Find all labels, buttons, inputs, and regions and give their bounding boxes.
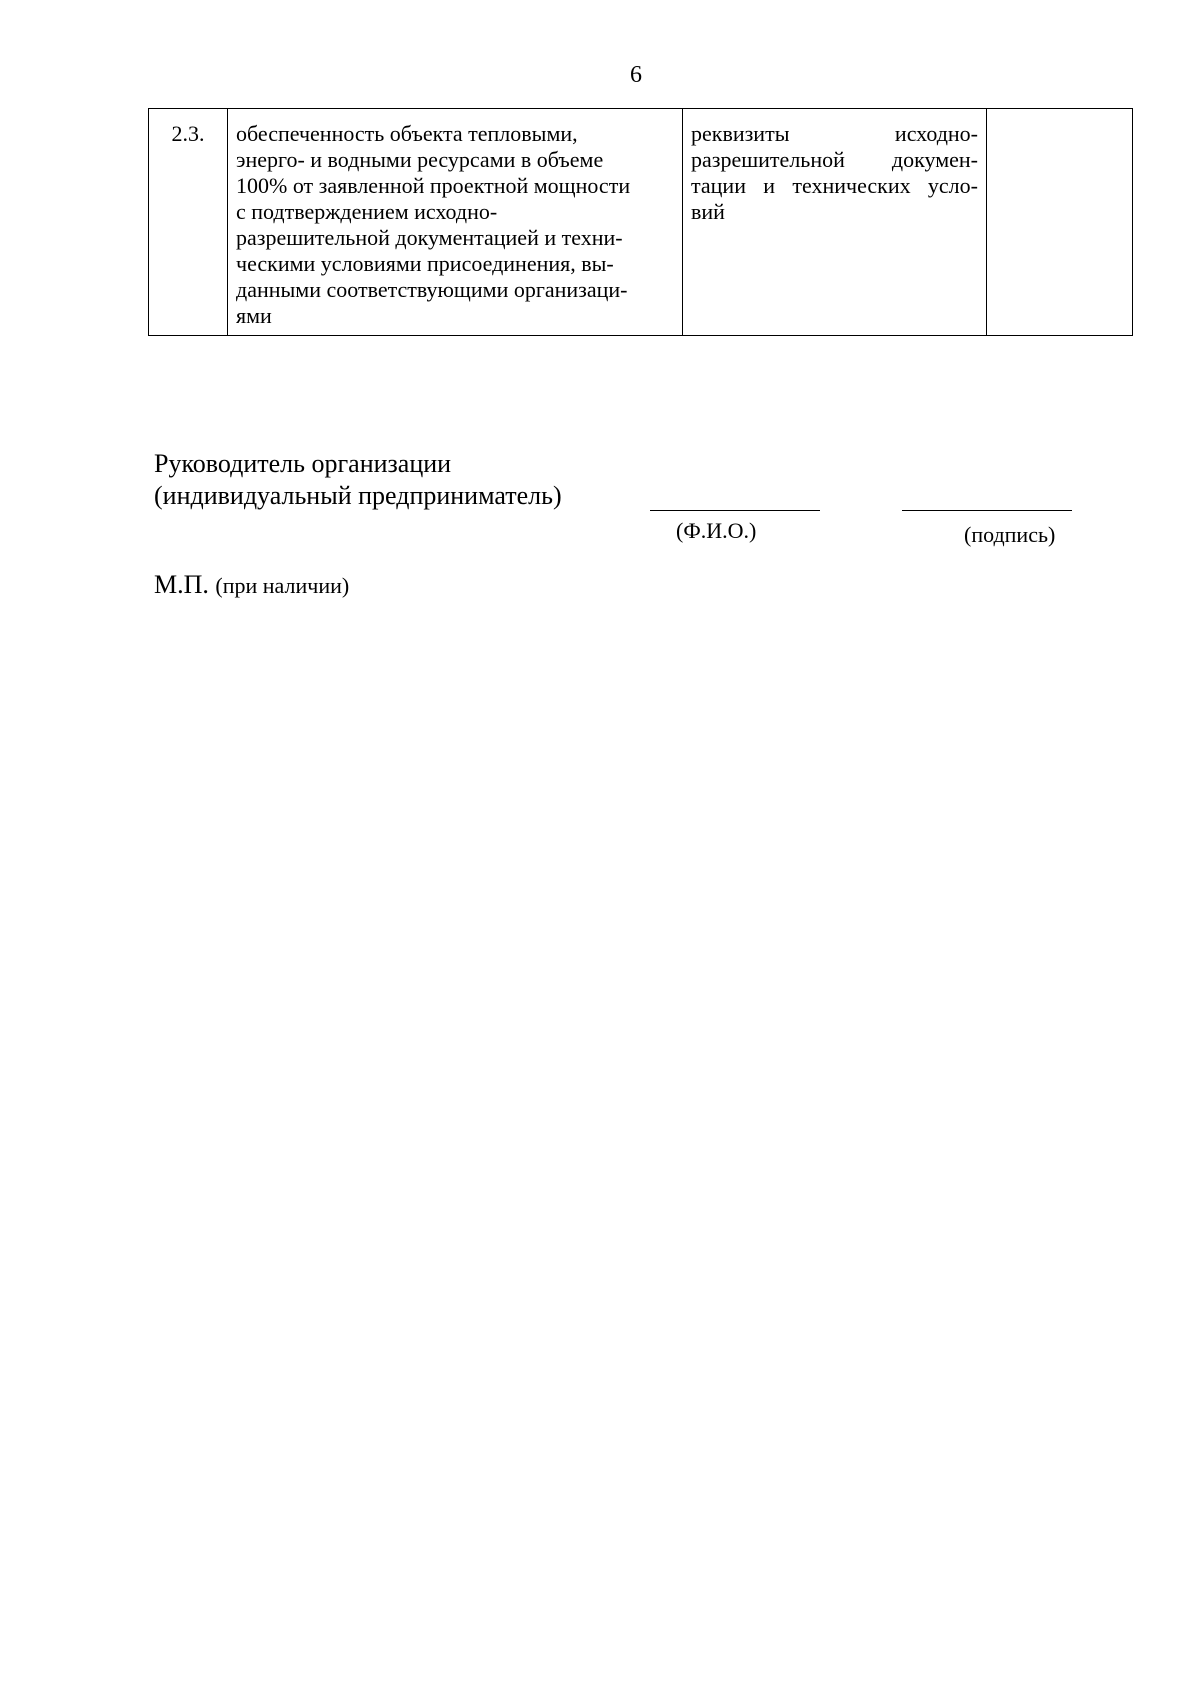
sign-signature-line: [902, 510, 1072, 511]
description-line: с подтверждением исходно-: [236, 199, 498, 224]
table-row: [149, 109, 1133, 336]
row-blank-cell: [987, 109, 1133, 336]
description-line: данными соответствующими организаци-: [236, 277, 628, 302]
stamp-line: [154, 570, 349, 600]
description-line: обеспеченность объекта тепловыми,: [236, 121, 578, 146]
description-line: 100% от заявленной проектной мощности: [236, 173, 631, 198]
sign-caption: (подпись): [964, 522, 1056, 547]
stamp-label: М.П.: [154, 570, 209, 599]
description-line: ческими условиями присоединения, вы-: [236, 251, 614, 276]
stamp-note: (при наличии): [215, 573, 350, 598]
documents-line: реквизиты исходно-: [691, 121, 978, 146]
signature-title-line1: Руководитель организации: [154, 449, 452, 478]
row-documents: [683, 109, 987, 336]
page-number: 6: [630, 62, 642, 88]
description-line: ями: [236, 303, 272, 328]
row-number: 2.3.: [149, 109, 228, 336]
documents-line: вий: [691, 199, 725, 224]
row-description: [228, 109, 683, 336]
fio-caption: (Ф.И.О.): [676, 518, 757, 543]
signature-title-line2: (индивидуальный предприниматель): [154, 481, 562, 510]
documents-line: разрешительной докумен-: [691, 147, 978, 172]
description-line: разрешительной документацией и техни-: [236, 225, 623, 250]
description-line: энерго- и водными ресурсами в объеме: [236, 147, 604, 172]
signature-title: [154, 448, 562, 512]
documents-line: тации и технических усло-: [691, 173, 978, 198]
criteria-table: [148, 108, 1133, 336]
fio-signature-line: [650, 510, 820, 511]
